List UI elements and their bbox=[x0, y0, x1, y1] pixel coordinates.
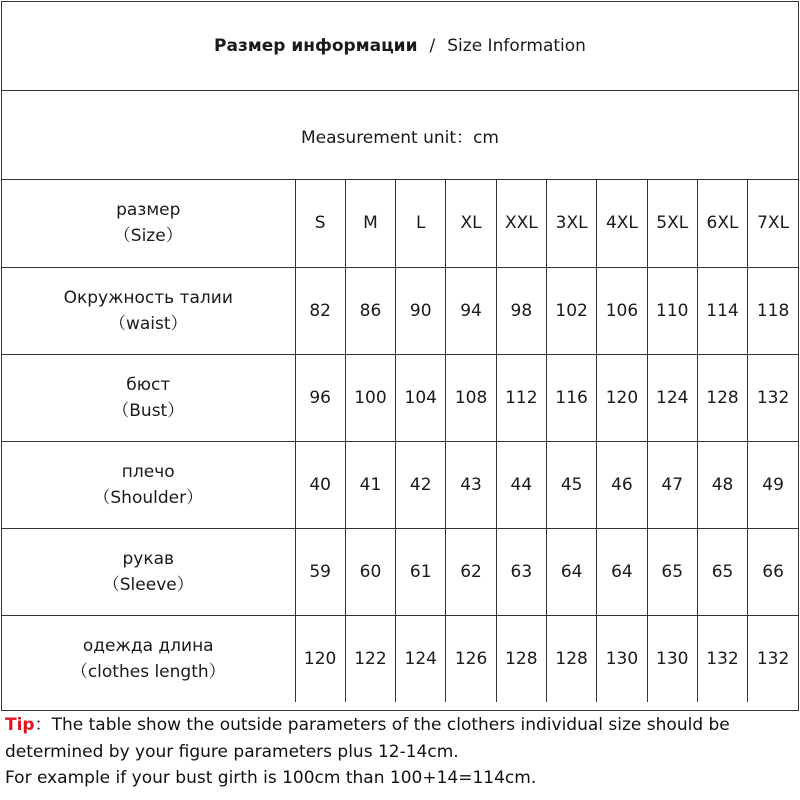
title-russian: Размер информации bbox=[214, 36, 418, 56]
measurement-value-cell: 114 bbox=[697, 267, 747, 354]
size-cell: S bbox=[295, 180, 345, 267]
measurement-label-english: （Sleeve） bbox=[102, 574, 194, 595]
measurement-value-cell: 128 bbox=[697, 354, 747, 441]
size-cell: XXL bbox=[496, 180, 546, 267]
size-header-russian: размер bbox=[116, 200, 181, 221]
measurement-value-cell: 86 bbox=[345, 267, 395, 354]
measurement-value-cell: 46 bbox=[597, 441, 647, 528]
measurement-label-english: （Shoulder） bbox=[93, 487, 204, 508]
measurement-value-cell: 126 bbox=[446, 615, 496, 702]
title-row bbox=[2, 2, 798, 91]
measurement-value-cell: 130 bbox=[647, 615, 697, 702]
measurement-label-russian: одежда длина bbox=[82, 635, 214, 656]
tip-line-1: The table show the outside parameters of the clothers individual size should be bbox=[51, 715, 730, 735]
measurement-value-cell: 104 bbox=[396, 354, 446, 441]
measurement-label bbox=[2, 267, 295, 354]
clothes-length-row bbox=[2, 615, 798, 702]
measurement-label-russian: плечо bbox=[121, 461, 175, 482]
measurement-value-cell: 96 bbox=[295, 354, 345, 441]
measurement-value-cell: 41 bbox=[345, 441, 395, 528]
size-cell: 5XL bbox=[647, 180, 697, 267]
measurement-value-cell: 124 bbox=[647, 354, 697, 441]
waist-row bbox=[2, 267, 798, 354]
measurement-value-cell: 45 bbox=[546, 441, 596, 528]
measurement-value-cell: 48 bbox=[697, 441, 747, 528]
measurement-value-cell: 116 bbox=[546, 354, 596, 441]
tip-note bbox=[5, 712, 795, 792]
measurement-value-cell: 62 bbox=[446, 528, 496, 615]
measurement-value-cell: 61 bbox=[396, 528, 446, 615]
measurement-value-cell: 108 bbox=[446, 354, 496, 441]
measurement-value-cell: 132 bbox=[697, 615, 747, 702]
tip-line-3: For example if your bust girth is 100cm than 100+14=114cm. bbox=[5, 768, 537, 788]
title-english: Size Information bbox=[447, 36, 586, 56]
measurement-value-cell: 64 bbox=[597, 528, 647, 615]
measurement-label-russian: Окружность талии bbox=[63, 287, 233, 308]
measurement-value-cell: 44 bbox=[496, 441, 546, 528]
measurement-value-cell: 66 bbox=[748, 528, 798, 615]
measurement-value-cell: 128 bbox=[546, 615, 596, 702]
shoulder-row bbox=[2, 441, 798, 528]
measurement-label-russian: рукав bbox=[122, 548, 175, 569]
measurement-value-cell: 122 bbox=[345, 615, 395, 702]
measurement-value-cell: 94 bbox=[446, 267, 496, 354]
measurement-unit-row bbox=[2, 91, 798, 180]
measurement-label bbox=[2, 615, 295, 702]
size-cell: M bbox=[345, 180, 395, 267]
size-header-label bbox=[2, 180, 295, 267]
size-chart-table bbox=[1, 1, 799, 711]
measurement-value-cell: 43 bbox=[446, 441, 496, 528]
measurement-value-cell: 112 bbox=[496, 354, 546, 441]
size-cell: 6XL bbox=[697, 180, 747, 267]
measurement-value-cell: 49 bbox=[748, 441, 798, 528]
measurement-value-cell: 60 bbox=[345, 528, 395, 615]
measurement-value-cell: 132 bbox=[748, 615, 798, 702]
sleeve-row bbox=[2, 528, 798, 615]
measurement-value-cell: 47 bbox=[647, 441, 697, 528]
tip-label: Tip bbox=[5, 715, 35, 735]
measurement-label-english: （waist） bbox=[108, 313, 188, 334]
size-grid bbox=[2, 180, 798, 702]
measurement-value-cell: 42 bbox=[396, 441, 446, 528]
size-header-english: （Size） bbox=[113, 226, 183, 247]
measurement-label-english: （clothes length） bbox=[70, 661, 226, 682]
measurement-value-cell: 128 bbox=[496, 615, 546, 702]
measurement-value-cell: 64 bbox=[546, 528, 596, 615]
size-cell: L bbox=[396, 180, 446, 267]
measurement-value-cell: 65 bbox=[697, 528, 747, 615]
measurement-unit-text: Measurement unit：cm bbox=[301, 127, 499, 148]
size-cell: 4XL bbox=[597, 180, 647, 267]
measurement-label-russian: бюст bbox=[126, 374, 171, 395]
measurement-value-cell: 100 bbox=[345, 354, 395, 441]
size-header-row bbox=[2, 180, 798, 267]
tip-colon: ： bbox=[34, 715, 52, 735]
measurement-value-cell: 90 bbox=[396, 267, 446, 354]
measurement-value-cell: 120 bbox=[295, 615, 345, 702]
measurement-value-cell: 124 bbox=[396, 615, 446, 702]
measurement-label bbox=[2, 354, 295, 441]
measurement-value-cell: 110 bbox=[647, 267, 697, 354]
measurement-label bbox=[2, 528, 295, 615]
size-cell: 3XL bbox=[546, 180, 596, 267]
measurement-value-cell: 40 bbox=[295, 441, 345, 528]
measurement-value-cell: 98 bbox=[496, 267, 546, 354]
size-cell: 7XL bbox=[748, 180, 798, 267]
measurement-value-cell: 106 bbox=[597, 267, 647, 354]
title-separator: / bbox=[429, 36, 436, 56]
tip-line-2: determined by your figure parameters plus 12-14cm. bbox=[5, 741, 459, 762]
measurement-label-english: （Bust） bbox=[112, 400, 185, 421]
measurement-value-cell: 130 bbox=[597, 615, 647, 702]
measurement-label bbox=[2, 441, 295, 528]
size-cell: XL bbox=[446, 180, 496, 267]
bust-row bbox=[2, 354, 798, 441]
measurement-value-cell: 65 bbox=[647, 528, 697, 615]
measurement-value-cell: 132 bbox=[748, 354, 798, 441]
measurement-value-cell: 59 bbox=[295, 528, 345, 615]
measurement-value-cell: 118 bbox=[748, 267, 798, 354]
measurement-value-cell: 102 bbox=[546, 267, 596, 354]
measurement-value-cell: 63 bbox=[496, 528, 546, 615]
measurement-value-cell: 82 bbox=[295, 267, 345, 354]
measurement-value-cell: 120 bbox=[597, 354, 647, 441]
